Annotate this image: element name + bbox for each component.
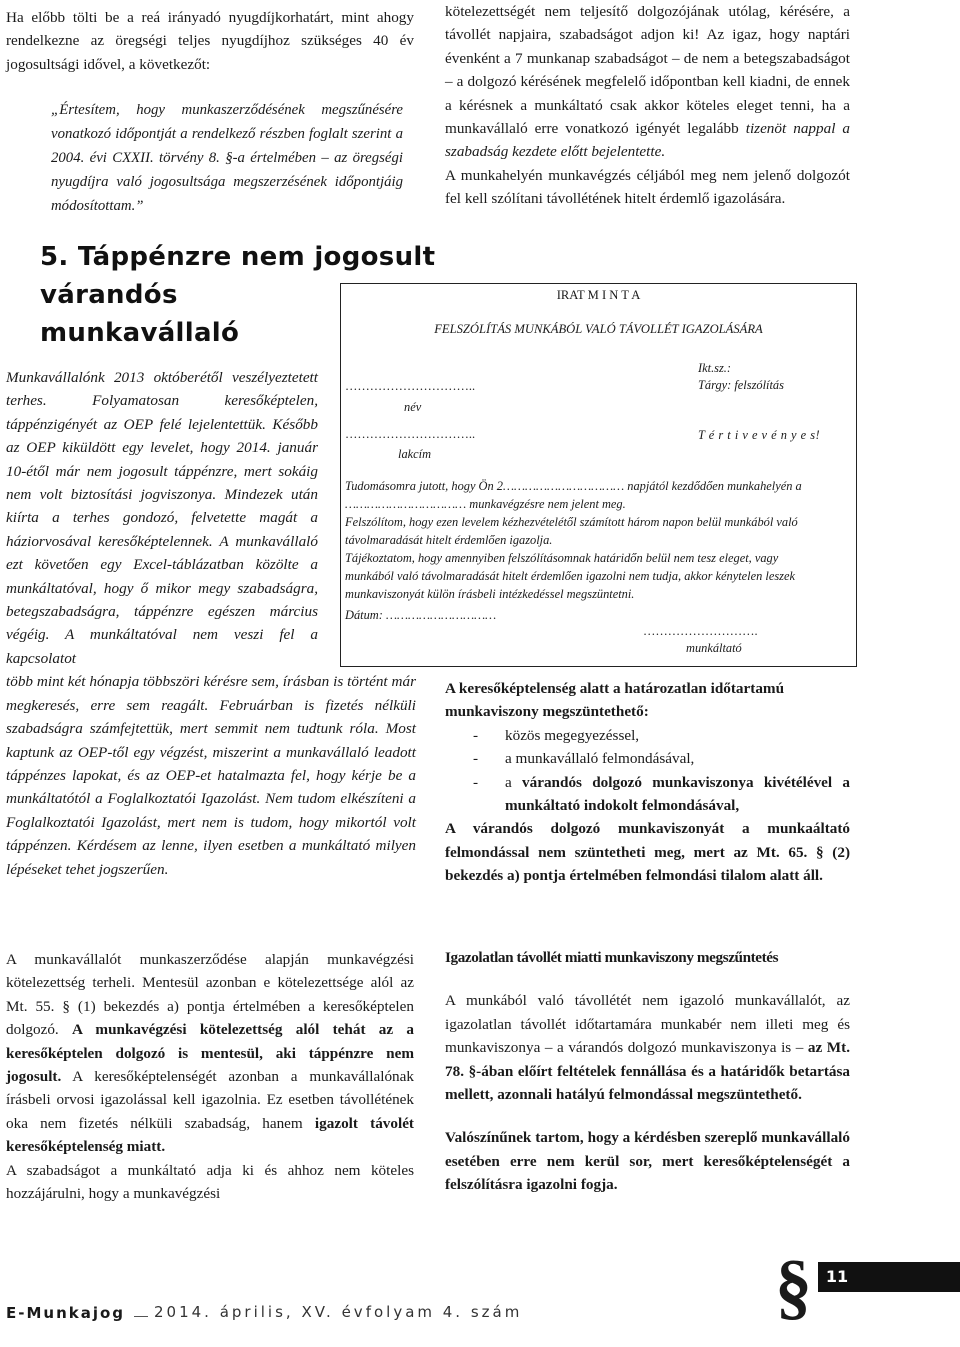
template-title: FELSZÓLÍTÁS MUNKÁBÓL VALÓ TÁVOLLÉT IGAZOLÁSÁRA <box>434 322 763 336</box>
list-item <box>445 724 850 747</box>
subheading: Igazolatlan távollét miatti munkaviszony megszűntetés <box>445 949 779 966</box>
list-item <box>445 747 850 770</box>
termination-outro: A várandós dolgozó munkaviszonyát a munkaáltató felmondással nem szüntetheti meg, mert az Mt. 65. § (2) bekezdés a) pontja értelmében felmondási tilalom alatt áll. <box>445 820 850 885</box>
answer-p1-a: A munkavállalót munkaszerződése alapján munkavégzési kötelezettség terheli. Mentesül azonban e kötelezettsége alól az Mt. 55. § (1) bekezdés a) pontja értelmében a keresőképtelen dolgozó. <box>6 951 414 1039</box>
list-item-text: közös megegyezéssel, <box>505 726 640 744</box>
absence-p1-a: A munkából való távollétét nem igazoló munkavállalót, az igazolatlan távollét időtartamára munkabér nem illeti meg és munkaviszonya – a várandós dolgozó munkaviszonya is – <box>445 992 850 1057</box>
template-label: IRAT M I N T A <box>556 288 641 302</box>
paragraph-sign-icon: § <box>775 1246 812 1328</box>
question-wide: több mint két hónapja többszöri kérésre sem, írásban is történt már megkeresés, erre sem reagált. Februárban is fizetés nélküli szabadságra számfejtettük, mert semmit nem tudtunk róla. Most kaptunk az OEP-től egy végzést, miszerint a munkavállaló leadott táppénzes lapokat, és az OEP-et hatalmazta fel, hogy kérje be a munkáltatótól a Foglalkoztatói Igazolást. Nem tudom elkészíteni a Foglalkoztatói Igazolást, mert nem is tudom, hogy mikortól volt táppénzen. Kérdésem az lenne, ilyen esetben a munkáltató milyen lépéseket tehet jogszerűen. <box>6 673 416 878</box>
employer-label: munkáltató <box>686 641 742 655</box>
publication-brand: E-Munkajog <box>6 1304 126 1322</box>
address-dots: ………………………….. <box>345 427 476 441</box>
footer-rule <box>134 1316 148 1317</box>
heading-line-3: munkavállaló <box>40 318 240 348</box>
answer-block-right-top <box>445 0 850 211</box>
page-bar <box>856 1262 960 1292</box>
subject-label: Tárgy: felszólítás <box>698 378 784 392</box>
answer-p1-b: A munkavégzési kötelezettség alól tehát az a keresőképtelen dolgozó is mentesül, aki táppénzre nem jogosult. <box>6 1021 414 1086</box>
template-body-1: Tudomásomra jutott, hogy Ön 2…………………………… napjától kezdődően munkahelyén a …………………………… munkavégzésre nem jelent meg. <box>345 479 802 511</box>
list-item-text: a munkavállaló felmondásával, <box>505 750 695 768</box>
name-label: név <box>404 400 422 414</box>
template-body-3: Tájékoztatom, hogy amennyiben felszólításomnak határidőn belül nem tesz eleget, vagy munkából való távolmaradását hitelt érdemlően igazolni nem tudja, akkor kénytelen leszek munkaviszonyát külön írásbeli intézkedéssel megszüntetni. <box>345 551 795 601</box>
address-label: lakcím <box>398 447 432 461</box>
answer-p1-d: igazolt távolét keresőképtelenség miatt. <box>6 1114 414 1156</box>
name-dots: ………………………….. <box>345 379 476 393</box>
list-dash: - <box>473 750 479 768</box>
intro-block <box>6 6 414 218</box>
heading-line-1: 5. Táppénzre nem jogosult <box>40 242 436 272</box>
right-paragraph-2: A munkahelyén munkavégzés céljából meg nem jelenő dolgozót fel kell szólítani távollétének hitelt érdemlő igazolására. <box>445 166 850 208</box>
list-item-bold: várandós dolgozó munkaviszonya kivétélével a munkáltató indokolt felmondásával, <box>505 773 851 815</box>
answer-paragraph-1 <box>6 948 414 1159</box>
termination-block <box>445 677 850 888</box>
list-item <box>445 771 850 818</box>
tertiveveny-label: T é r t i v e v é n y e s! <box>698 428 821 442</box>
question-narrow: Munkavállalónk 2013 októberétől veszélyeztetett terhes. Folyamatosan keresőképtelen, táppénzigényét az OEP felé lejelentettük. Később az OEP kiküldött egy levelet, hogy 2014. január 10-étől már nem jogosult táppénzre, mert sokáig nem volt biztosítási jogviszonya. Mindezek után kiírta a terhes gondozó, felvetette magát a háziorvosával keresőképtelennek. A munkavállaló ezt követően egy Excel-táblázatban közölte a munkáltatóval, hogy ő mikor megy szabadságra, betegszabadságra, táppénzre egészen március végéig. A munkáltatóval nem veszi fel a kapcsolatot <box>6 369 318 667</box>
notice-quote: „Értesítem, hogy munkaszerződésének megszűnésére vonatkozó időpontját a rendelkező részben foglalt szerint a 2004. évi CXXII. törvény 8. §-a értelmében – az öregségi nyugdíjra való jogosultsága megszerzésének időpontjáig módosítottam.” <box>51 102 403 215</box>
list-dash: - <box>473 773 479 791</box>
termination-intro: A keresőképtelenség alatt a határozatlan időtartamú munkaviszony megszüntethető: <box>445 680 785 721</box>
ref-label: Ikt.sz.: <box>698 361 732 375</box>
intro-paragraph: Ha előbb tölti be a reá irányadó nyugdíjkorhatárt, mint ahogy rendelkezne az öregségi teljes nyugdíjhoz szükséges 40 év jogosultsági idővel, a következőt: <box>6 9 414 73</box>
list-item-text: a <box>505 773 512 791</box>
answer-p1-c: A keresőképtelenségét azonban a munkavállalónak írásbeli orvosi igazolással kell igazolnia. Ez esetben távollétének oka nem fizetés nélküli szabadság, hanem <box>6 1068 414 1132</box>
page-number: 11 <box>818 1262 856 1292</box>
answer-block-left <box>6 948 414 1205</box>
absence-paragraph-2: Valószínűnek tartom, hogy a kérdésben szereplő munkavállaló esetében erre nem kerül sor, mert keresőképtelenségét a felszólításra igazolni fogja. <box>445 1129 850 1194</box>
signature-dots: ………………………. <box>643 624 758 638</box>
right-paragraph-1 <box>445 0 850 164</box>
list-dash: - <box>473 726 479 744</box>
document-template-box <box>340 283 857 667</box>
unjustified-absence-block <box>445 946 850 1197</box>
heading-line-2: várandós <box>40 280 178 310</box>
template-body-2: Felszólítom, hogy ezen levelem kézhezvételétől számított három napon belül munkából való távolmaradását hitelt érdemlően igazolja. <box>345 515 798 547</box>
right-p1-a: kötelezettségét nem teljesítő dolgozójának utólag, kérésére, a távollét napjaira, szabadságot adjon ki! Az igaz, hogy naptári évenként a 7 munkanap szabadságot – de nem a betegszabadságot – a dolgozó kérésének megfelelő időpontban kell kiadni, de ennek a kérésnek a munkáltató csak akkor köteles eleget tenni, ha a munkavállaló erre vonatkozó igényét legalább <box>445 3 850 138</box>
publication-issue: 2014. április, XV. évfolyam 4. szám <box>154 1303 523 1321</box>
absence-p1-b: az Mt. 78. §-ában előírt feltételek fennállása és a határidők betartása mellett, azonnali hatályú felmondással megszüntethető. <box>445 1039 851 1104</box>
answer-paragraph-2: A szabadságot a munkáltató adja ki és ahhoz nem köteles hozzájárulni, hogy a munkavégzési <box>6 1161 414 1203</box>
right-p1-b: tizenöt nappal a szabadság kezdete előtt bejelentette. <box>445 120 851 161</box>
date-line: Dátum: ………………………… <box>345 608 497 622</box>
termination-list <box>445 724 850 818</box>
absence-paragraph-1 <box>445 989 850 1106</box>
